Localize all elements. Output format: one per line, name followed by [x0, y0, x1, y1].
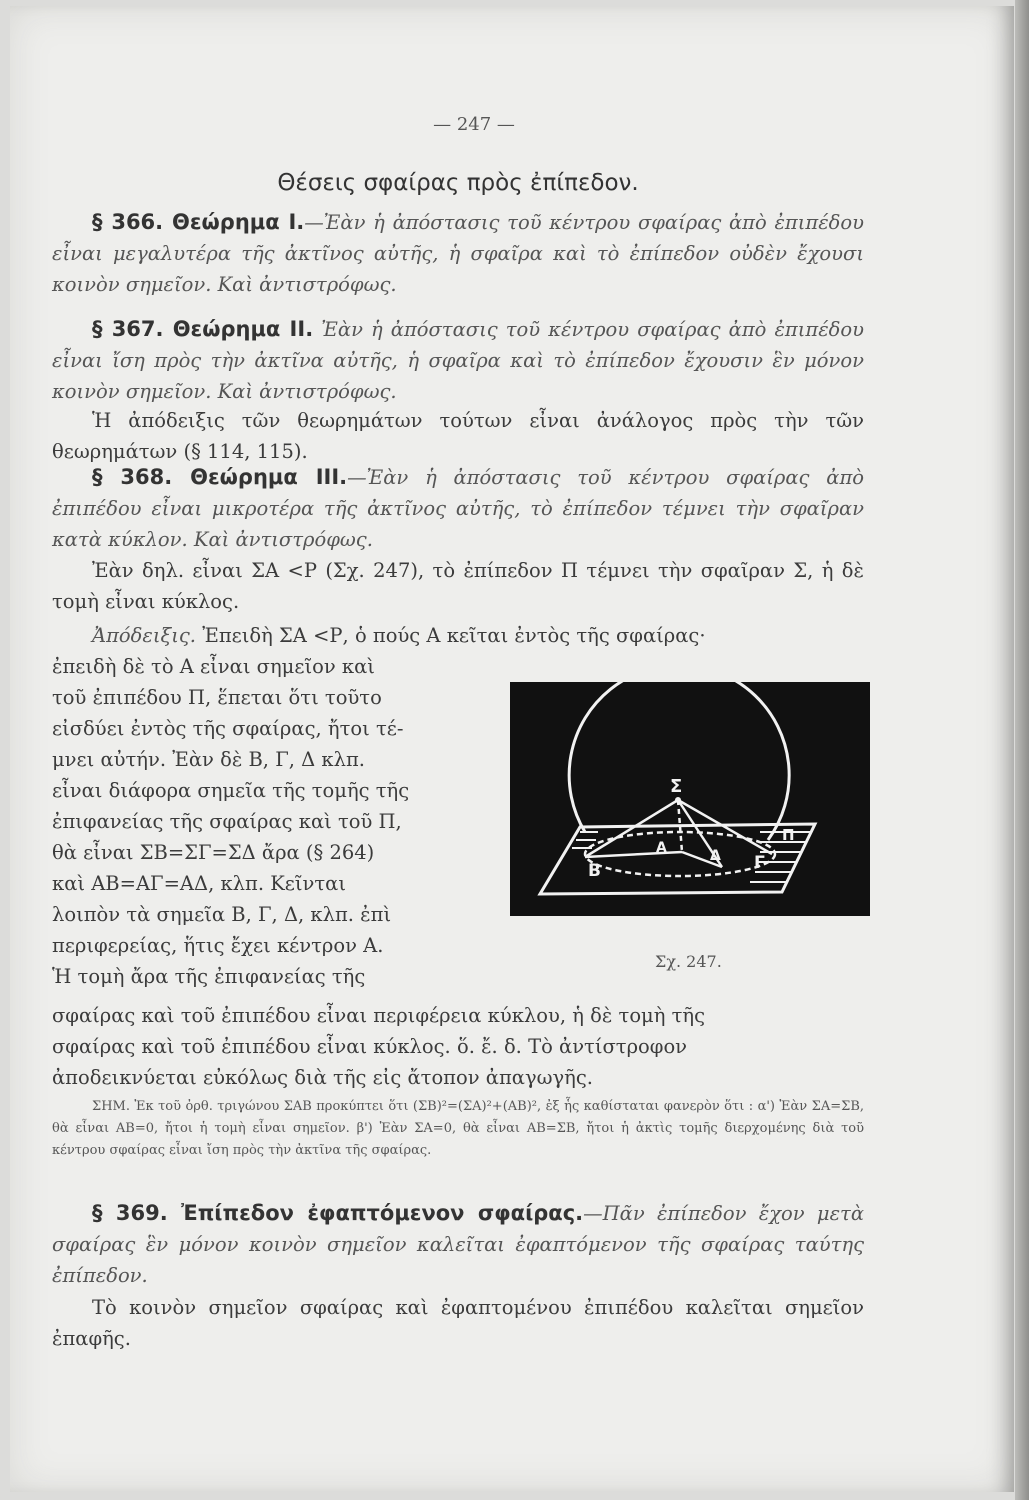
section-367	[52, 314, 864, 407]
proof-line: Ἡ τομὴ ἄρα τῆς ἐπιφανείας τῆς	[52, 965, 366, 988]
proof-column	[52, 651, 492, 992]
proof-line: εἰσδύει ἐντὸς τῆς σφαίρας, ἤτοι τέ-	[52, 717, 404, 740]
section-369-title: § 369. Ἐπίπεδον ἐφαπτόμενον σφαίρας.	[92, 1201, 584, 1225]
section-366-title: § 366. Θεώρημα I.	[92, 210, 305, 234]
figure-247	[510, 682, 870, 916]
page-edge	[1015, 0, 1029, 1500]
proof-label: Ἀπόδειξις.	[92, 624, 196, 647]
label-Pi: Π	[782, 826, 795, 844]
proof-line: λοιπὸν τὰ σημεῖα Β, Γ, Δ, κλπ. ἐπὶ	[52, 903, 392, 926]
section-367-title: § 367. Θεώρημα II.	[92, 317, 314, 341]
label-Delta: Δ	[710, 848, 721, 864]
proof-line: μνει αὐτήν. Ἐὰν δὲ Β, Γ, Δ κλπ.	[52, 748, 365, 771]
proof-end-line: σφαίρας καὶ τοῦ ἐπιπέδου εἶναι περιφέρεια κύκλου, ἡ δὲ τομὴ τῆς	[52, 1004, 706, 1027]
proof-end	[52, 1000, 864, 1093]
page-number: — 247 —	[433, 114, 515, 135]
note-sim: ΣΗΜ. Ἐκ τοῦ ὀρθ. τριγώνου ΣΑΒ προκύπτει ὅτι (ΣΒ)²=(ΣΑ)²+(ΑΒ)², ἐξ ἧς καθίσταται φανερὸν ὅτι : α') Ἐὰν ΣΑ=ΣΒ, θὰ εἶναι ΑΒ=0, ἤτοι ἡ τομὴ εἶναι σημεῖον. β') Ἐὰν ΣΑ=0, θὰ εἶναι ΑΒ=ΣΒ, ἤτοι ἡ ἀκτὶς τομῆς διερχομένης διὰ τοῦ κέντρου σφαίρας εἶναι ἴση πρὸς τὴν ἀκτῖνα τῆς σφαίρας.	[52, 1099, 864, 1158]
section-369	[52, 1198, 864, 1291]
proof-line: καὶ ΑΒ=ΑΓ=ΑΔ, κλπ. Κεῖνται	[52, 872, 346, 895]
section-366	[52, 207, 864, 300]
proof-line-0: Ἐπειδὴ ΣΑ <Ρ, ὁ πούς Α κεῖται ἐντὸς τῆς σφαίρας·	[202, 624, 706, 647]
cone-lines	[585, 800, 772, 867]
label-A: Α	[656, 840, 667, 856]
section-368-text: —Ἐὰν ἡ ἀπόστασις τοῦ κέντρου σφαίρας ἀπὸ ἐπιπέδου εἶναι μικροτέρα τῆς ἀκτῖνος αὐτῆς, τὸ ἐπίπεδον τέμνει τὴν σφαῖραν κατὰ κύκλον. Καὶ ἀντιστρόφως.	[52, 466, 864, 551]
section-366-text: —Ἐὰν ἡ ἀπόστασις τοῦ κέντρου σφαίρας ἀπὸ ἐπιπέδου εἶναι μεγαλυτέρα τῆς ἀκτῖνος αὐτῆς, ἡ σφαῖρα καὶ τὸ ἐπίπεδον οὐδὲν ἔχουσι κοινὸν σημεῖον. Καὶ ἀντιστρόφως.	[52, 211, 864, 296]
sphere-plane-diagram	[510, 682, 870, 916]
section-369-text2: Τὸ κοινὸν σημεῖον σφαίρας καὶ ἐφαπτομένου ἐπιπέδου καλεῖται σημεῖον ἐπαφῆς.	[52, 1296, 864, 1350]
proof-line: περιφερείας, ἥτις ἔχει κέντρον Α.	[52, 934, 384, 957]
section-368	[52, 462, 864, 555]
proof-end-line: ἀποδεικνύεται εὐκόλως διὰ τῆς εἰς ἄτοπον ἀπαγωγῆς.	[52, 1066, 593, 1089]
proof-line: τοῦ ἐπιπέδου Π, ἕπεται ὅτι τοῦτο	[52, 686, 382, 709]
label-Gamma: Γ	[754, 853, 765, 873]
section-367-text: Ἐὰν ἡ ἀπόστασις τοῦ κέντρου σφαίρας ἀπὸ ἐπιπέδου εἶναι ἴση πρὸς τὴν ἀκτῖνα αὐτῆς, ἡ σφαῖρα καὶ τὸ ἐπίπεδον ἔχουσιν ἓν μόνον κοινὸν σημεῖον. Καὶ ἀντιστρόφως.	[52, 318, 864, 403]
sphere-outline	[569, 682, 789, 840]
proof-line: εἶναι διάφορα σημεῖα τῆς τομῆς τῆς	[52, 779, 410, 802]
proof-end-line: σφαίρας καὶ τοῦ ἐπιπέδου εἶναι κύκλος. ὅ. ἔ. δ. Τὸ ἀντίστροφον	[52, 1035, 688, 1058]
label-sigma: Σ	[670, 776, 683, 797]
center-point	[675, 797, 681, 803]
section-368-given: Ἐὰν δηλ. εἶναι ΣΑ <Ρ (Σχ. 247), τὸ ἐπίπεδον Π τέμνει τὴν σφαῖραν Σ, ἡ δὲ τομὴ εἶναι κύκλος.	[52, 559, 864, 613]
section-368-proof-first	[52, 620, 864, 651]
proof-line: ἐπειδὴ δὲ τὸ Α εἶναι σημεῖον καὶ	[52, 655, 375, 678]
proof-line: ἐπιφανείας τῆς σφαίρας καὶ τοῦ Π,	[52, 810, 402, 833]
figure-caption: Σχ. 247.	[655, 952, 722, 971]
label-B: Β	[588, 861, 601, 881]
section-367-proof: Ἡ ἀπόδειξις τῶν θεωρημάτων τούτων εἶναι ἀνάλογος πρὸς τὴν τῶν θεωρημάτων (§ 114, 115).	[52, 409, 864, 463]
figure-labels	[588, 776, 795, 881]
section-369-text: —Πᾶν ἐπίπεδον ἔχον μετὰ σφαίρας ἓν μόνον κοινὸν σημεῖον καλεῖται ἐφαπτόμενον τῆς σφαίρας ταύτης ἐπίπεδον.	[52, 1202, 864, 1287]
page-heading: Θέσεις σφαίρας πρὸς ἐπίπεδον.	[277, 170, 639, 196]
proof-line: θὰ εἶναι ΣΒ=ΣΓ=ΣΔ ἄρα (§ 264)	[52, 841, 375, 864]
section-368-title: § 368. Θεώρημα III.	[92, 465, 348, 489]
